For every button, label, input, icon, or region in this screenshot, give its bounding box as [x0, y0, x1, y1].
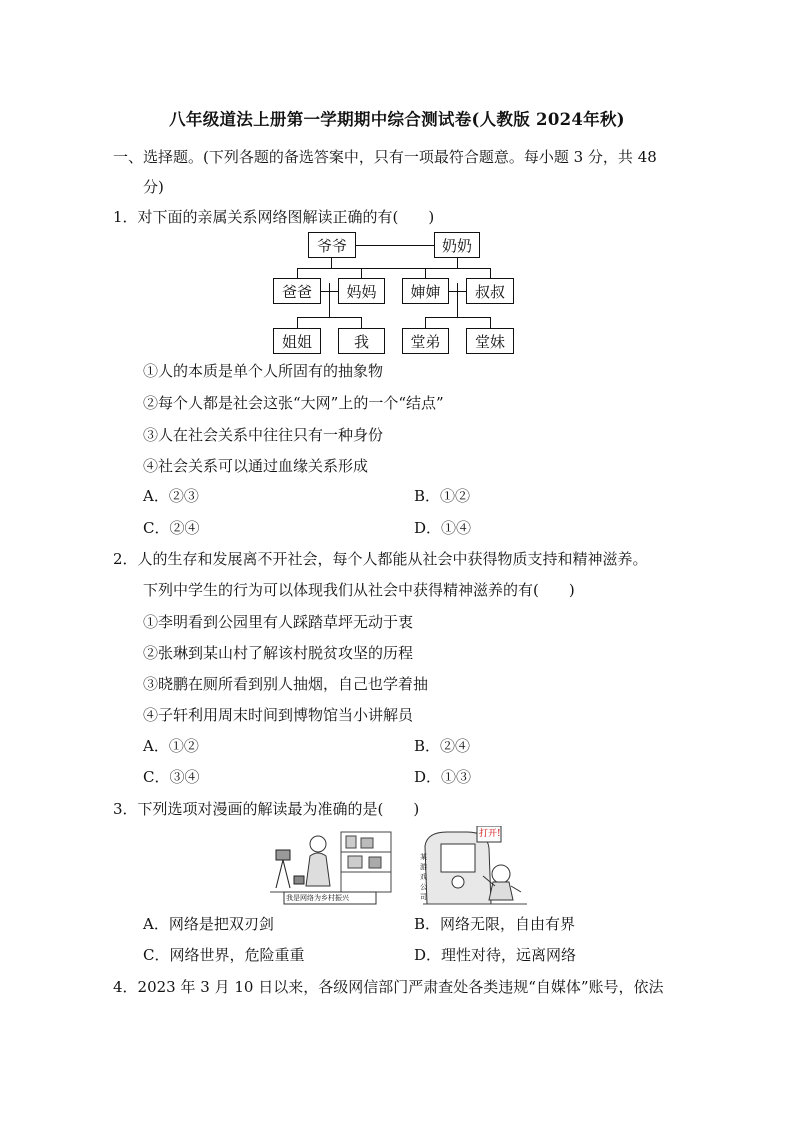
q1-option-a: A．②③: [143, 487, 199, 505]
tree-line: [457, 258, 458, 268]
q2-statement-2: ②张琳到某山村了解该村脱贫攻坚的历程: [143, 644, 414, 662]
node-cousin-sister: 堂妹: [466, 328, 514, 354]
q3-option-a: A．网络是把双刃剑: [143, 915, 274, 933]
question-1-stem: 1．对下面的亲属关系网络图解读正确的有( ): [113, 208, 435, 226]
q1-statement-4: ④社会关系可以通过血缘关系形成: [143, 457, 369, 475]
question-4-stem: 4．2023 年 3 月 10 日以来，各级网信部门严肃查处各类违规“自媒体”账号，依法: [113, 978, 664, 996]
cartoon1-caption: 我是网络为乡村振兴: [286, 894, 349, 902]
node-dad: 爸爸: [273, 278, 321, 304]
q3-option-c: C．网络世界，危险重重: [143, 946, 305, 964]
q1-statement-2: ②每个人都是社会这张“大网”上的一个“结点”: [143, 394, 444, 412]
node-mom: 妈妈: [338, 278, 385, 304]
q2-statement-1: ①李明看到公园里有人踩踏草坪无动于衷: [143, 613, 414, 631]
tree-line: [425, 317, 490, 318]
q1-option-c: C．②④: [143, 519, 200, 537]
node-uncle: 叔叔: [466, 278, 514, 304]
tree-line: [297, 317, 298, 328]
tree-line: [297, 268, 491, 269]
node-me: 我: [338, 328, 385, 354]
node-aunt: 婶婶: [402, 278, 449, 304]
q2-statement-4: ④子轩利用周末时间到博物馆当小讲解员: [143, 706, 414, 724]
q2-option-a: A．①②: [143, 737, 199, 755]
section-heading: 一、选择题。(下列各题的备选答案中，只有一项最符合题意。每小题 3 分，共 48: [113, 148, 657, 166]
node-grandma: 奶奶: [434, 232, 480, 258]
question-2-stem: 2．人的生存和发展离不开社会，每个人都能从社会中获得物质支持和精神滋养。: [113, 550, 648, 568]
page-title: 八年级道法上册第一学期期中综合测试卷(人教版 2024年秋): [169, 110, 625, 129]
cartoon-game-company-image: [417, 826, 532, 906]
cartoon2-label: 某游戏公司: [420, 853, 427, 901]
tree-line: [425, 268, 426, 278]
q3-option-b: B．网络无限，自由有界: [414, 915, 576, 933]
tree-line: [356, 245, 434, 246]
q1-statement-3: ③人在社会关系中往往只有一种身份: [143, 426, 384, 444]
tree-line: [331, 258, 332, 268]
tree-line: [425, 317, 426, 328]
node-grandpa: 爷爷: [308, 232, 356, 258]
tree-line: [361, 317, 362, 328]
tree-line: [490, 317, 491, 328]
q1-option-d: D．①④: [414, 519, 472, 537]
tree-line: [329, 283, 330, 317]
q1-option-b: B．①②: [414, 487, 471, 505]
q2-option-c: C．③④: [143, 768, 200, 786]
tree-line: [490, 268, 491, 278]
q2-option-b: B．②④: [414, 737, 471, 755]
tree-line: [457, 283, 458, 317]
tree-line: [361, 268, 362, 278]
section-heading-cont: 分): [143, 178, 164, 196]
q2-statement-3: ③晓鹏在厕所看到别人抽烟，自己也学着抽: [143, 675, 429, 693]
cartoon2-sign: 打开!: [479, 829, 501, 839]
node-cousin-brother: 堂弟: [402, 328, 449, 354]
q1-statement-1: ①人的本质是单个人所固有的抽象物: [143, 362, 384, 380]
tree-line: [297, 317, 361, 318]
node-sister: 姐姐: [273, 328, 321, 354]
question-3-stem: 3．下列选项对漫画的解读最为准确的是( ): [113, 800, 420, 818]
q2-option-d: D．①③: [414, 768, 472, 786]
question-2-stem-cont: 下列中学生的行为可以体现我们从社会中获得精神滋养的有( ): [143, 581, 575, 599]
tree-line: [297, 268, 298, 278]
q3-option-d: D．理性对待，远离网络: [414, 946, 577, 964]
